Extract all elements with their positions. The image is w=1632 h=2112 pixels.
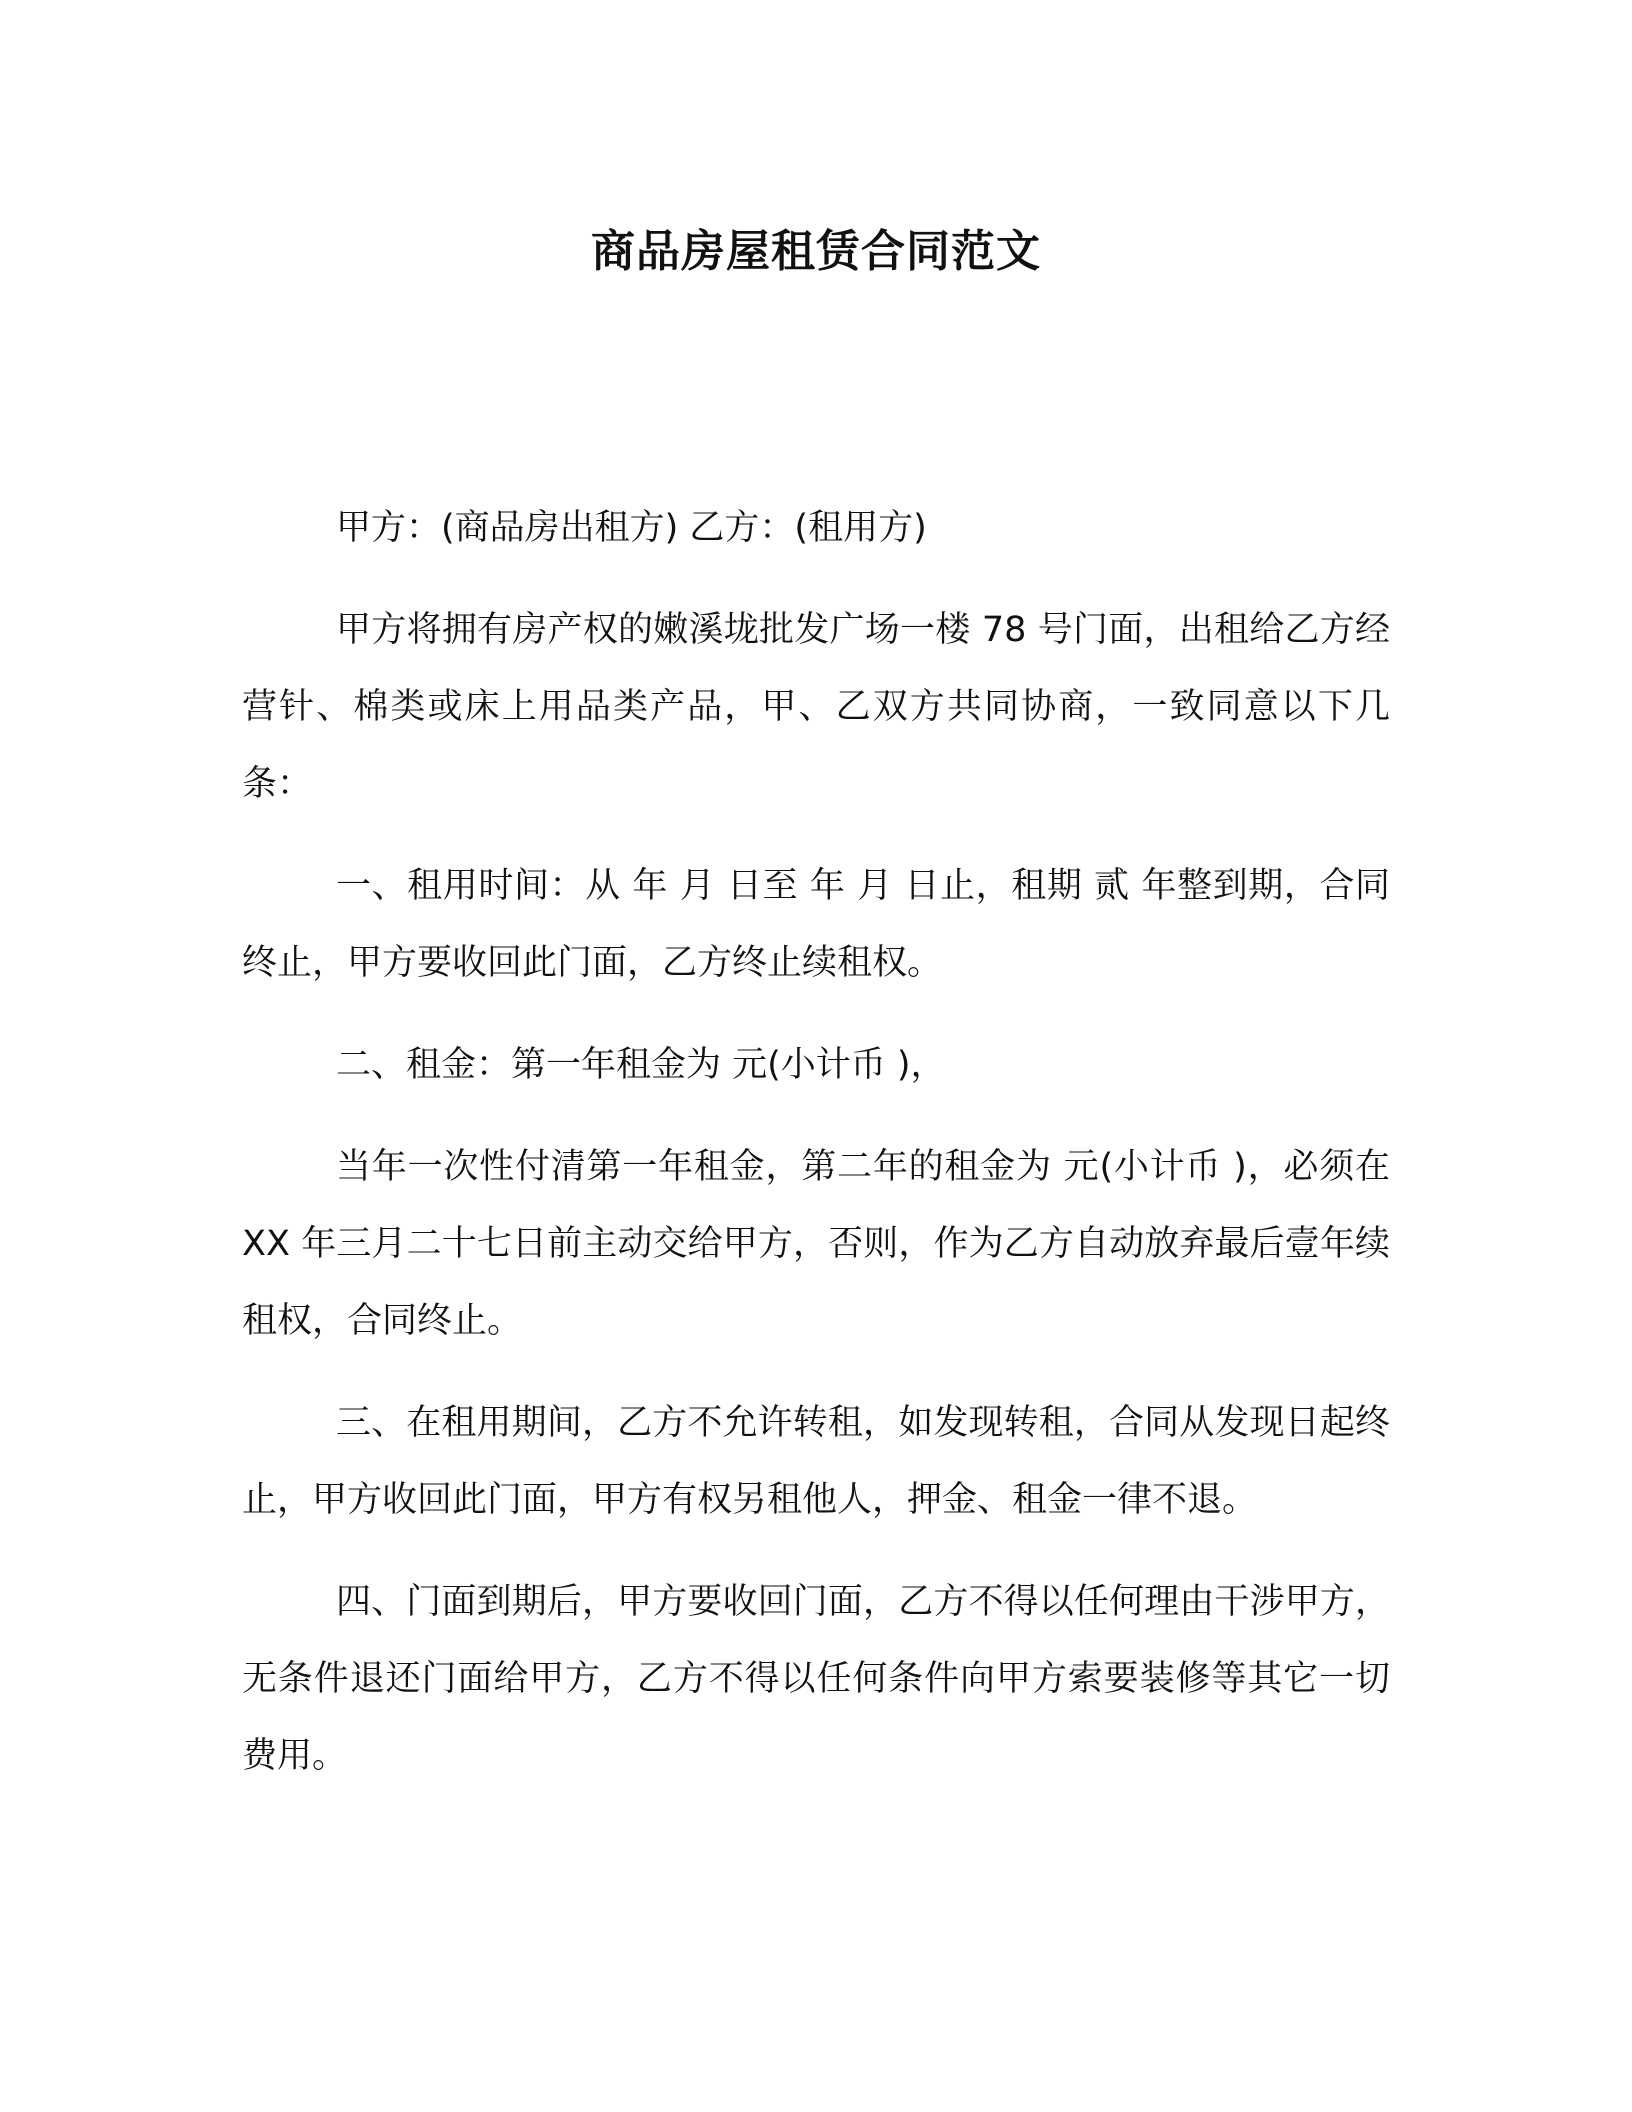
paragraph-clause-2-detail: 当年一次性付清第一年租金，第二年的租金为 元(小计币 )，必须在 XX 年三月二十七日前主动交给甲方，否则，作为乙方自动放弃最后壹年续租权，合同终止。 xyxy=(242,1147,1390,1341)
paragraph-clause-3: 三、在租用期间，乙方不允许转租，如发现转租，合同从发现日起终止，甲方收回此门面，甲方有权另租他人，押金、租金一律不退。 xyxy=(242,1403,1390,1520)
paragraph-intro: 甲方将拥有房产权的嫩溪垅批发广场一楼 78 号门面，出租给乙方经营针、棉类或床上用品类产品，甲、乙双方共同协商，一致同意以下几条： xyxy=(242,610,1390,804)
paragraph-clause-2: 二、租金：第一年租金为 元(小计币 )， xyxy=(336,1045,946,1085)
paragraph-clause-1: 一、租用时间：从 年 月 日至 年 月 日止，租期 贰 年整到期，合同终止，甲方要收回此门面，乙方终止续租权。 xyxy=(242,866,1390,983)
paragraph-clause-4: 四、门面到期后，甲方要收回门面，乙方不得以任何理由干涉甲方，无条件退还门面给甲方，乙方不得以任何条件向甲方索要装修等其它一切费用。 xyxy=(242,1582,1390,1776)
document-title: 商品房屋租赁合同范文 xyxy=(591,226,1041,277)
document-body xyxy=(242,490,1390,1820)
paragraph-parties: 甲方：(商品房出租方) 乙方：(租用方) xyxy=(336,508,927,548)
